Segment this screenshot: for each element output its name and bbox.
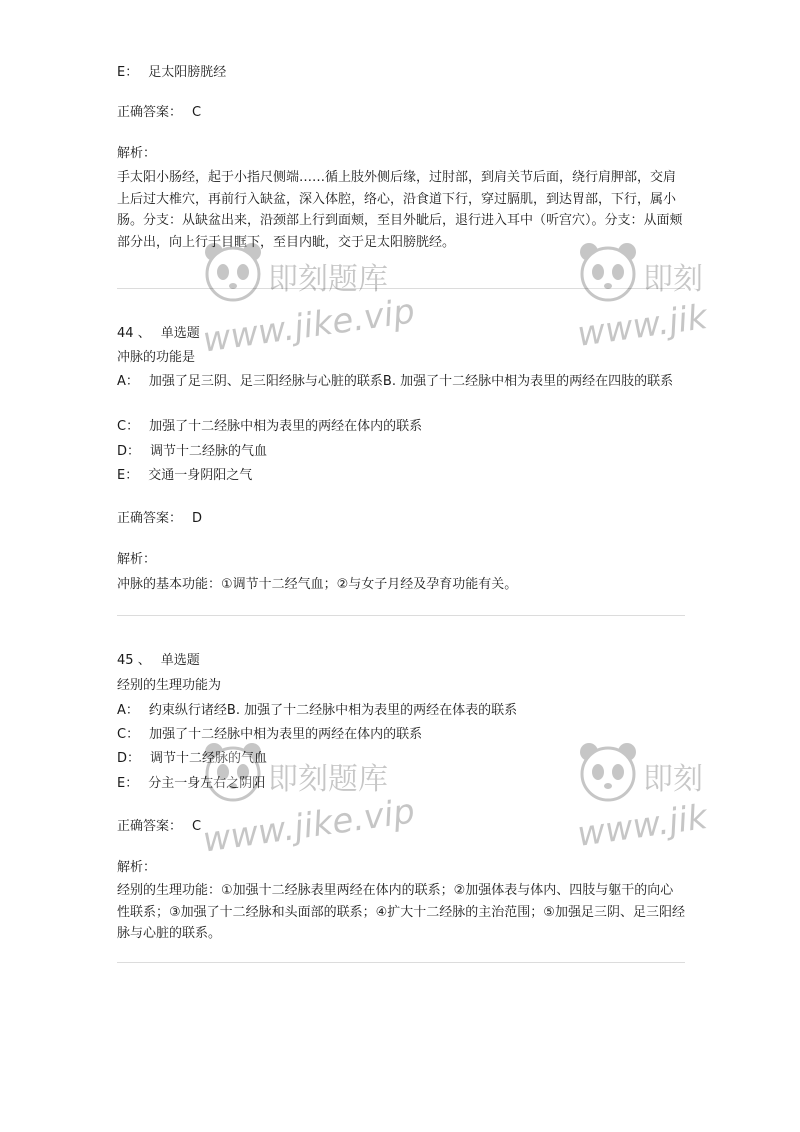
option-text: 加强了十二经脉中相为表里的两经在体内的联系 xyxy=(149,419,423,434)
option-text: 分主一身左右之阴阳 xyxy=(148,776,266,791)
q44-stem: 冲脉的功能是 xyxy=(117,350,196,365)
q45-analysis-label: 解析： xyxy=(117,860,157,875)
watermark-url: www.jik xyxy=(574,297,710,355)
watermark-url: www.jike.vip xyxy=(200,791,418,861)
watermark-left-upper xyxy=(200,240,460,370)
option-text: 足太阳膀胱经 xyxy=(148,65,227,80)
q43-option-e xyxy=(117,64,226,82)
option-label: A： xyxy=(117,703,139,718)
q44-option-a xyxy=(117,371,685,393)
watermark-brand: 即刻 xyxy=(643,262,703,297)
option-text: 加强了足三阴、足三阳经脉与心脏的联系B. 加强了十二经脉中相为表里的两经在四肢的联系 xyxy=(148,374,674,389)
watermark-right-lower xyxy=(575,740,800,870)
option-label: D： xyxy=(117,444,141,459)
q44-option-c xyxy=(117,418,422,436)
q45-option-c xyxy=(117,726,422,744)
q43-analysis-text: 手太阳小肠经，起于小指尺侧端……循上肢外侧后缘，过肘部，到肩关节后面，绕行肩胛部，交肩上后过大椎穴，再前行入缺盆，深入体腔，络心，沿食道下行，穿过膈肌，到达胃部，下行，属小肠。分支：从缺盆出来，沿颈部上行到面颊，至目外眦后，退行进入耳中（听宫穴）。分支：从面颊部分出，向上行于目眶下，至目内眦，交于足太阳膀胱经。 xyxy=(117,170,683,250)
watermark-right-upper xyxy=(575,240,800,370)
option-label: D： xyxy=(117,751,141,766)
option-label: C： xyxy=(117,727,140,742)
option-text: 调节十二经脉的气血 xyxy=(150,444,268,459)
option-label: E： xyxy=(117,65,139,80)
answer-label: 正确答案： xyxy=(117,511,183,526)
q45-option-a xyxy=(117,702,517,720)
watermark-brand: 即刻题库 xyxy=(268,262,388,297)
question-divider xyxy=(117,615,685,616)
watermark-url: www.jik xyxy=(574,797,710,855)
question-number: 45 xyxy=(117,653,134,668)
q45-option-e xyxy=(117,775,265,793)
watermark-brand: 即刻 xyxy=(643,762,703,797)
q44-analysis-label: 解析： xyxy=(117,552,157,567)
q45-answer xyxy=(117,818,201,836)
q45-header xyxy=(117,652,200,670)
watermark-url: www.jike.vip xyxy=(200,291,418,361)
q43-analysis-label: 解析： xyxy=(117,146,157,161)
question-divider xyxy=(117,962,685,963)
q44-analysis-text: 冲脉的基本功能：①调节十二经气血；②与女子月经及孕育功能有关。 xyxy=(117,577,518,592)
question-sep: 、 xyxy=(137,326,151,341)
q44-option-d xyxy=(117,443,267,461)
option-label: E： xyxy=(117,468,139,483)
question-sep: 、 xyxy=(137,653,151,668)
answer-label: 正确答案： xyxy=(117,819,183,834)
q45-stem: 经别的生理功能为 xyxy=(117,678,222,693)
question-type: 单选题 xyxy=(160,653,200,668)
option-label: E： xyxy=(117,776,139,791)
q45-option-d xyxy=(117,750,267,768)
answer-value: C xyxy=(192,819,202,834)
panda-icon xyxy=(575,740,641,806)
option-text: 加强了十二经脉中相为表里的两经在体内的联系 xyxy=(149,727,423,742)
option-text: 调节十二经脉的气血 xyxy=(150,751,268,766)
q44-answer xyxy=(117,510,202,528)
option-text: 交通一身阴阳之气 xyxy=(148,468,253,483)
option-text: 约束纵行诸经B. 加强了十二经脉中相为表里的两经在体表的联系 xyxy=(148,703,518,718)
answer-label: 正确答案： xyxy=(117,105,183,120)
option-label: C： xyxy=(117,419,140,434)
option-label: A： xyxy=(117,374,139,389)
question-type: 单选题 xyxy=(160,326,200,341)
q44-header xyxy=(117,325,200,343)
question-number: 44 xyxy=(117,326,134,341)
watermark-brand: 即刻题库 xyxy=(268,762,388,797)
answer-value: C xyxy=(192,105,202,120)
q45-analysis-text: 经别的生理功能：①加强十二经脉表里两经在体内的联系；②加强体表与体内、四肢与躯干的向心性联系；③加强了十二经脉和头面部的联系；④扩大十二经脉的主治范围；⑤加强足三阴、足三阳经脉与心脏的联系。 xyxy=(117,883,685,941)
answer-value: D xyxy=(192,511,203,526)
q43-answer xyxy=(117,104,201,122)
question-divider xyxy=(117,288,685,289)
q44-option-e xyxy=(117,467,252,485)
